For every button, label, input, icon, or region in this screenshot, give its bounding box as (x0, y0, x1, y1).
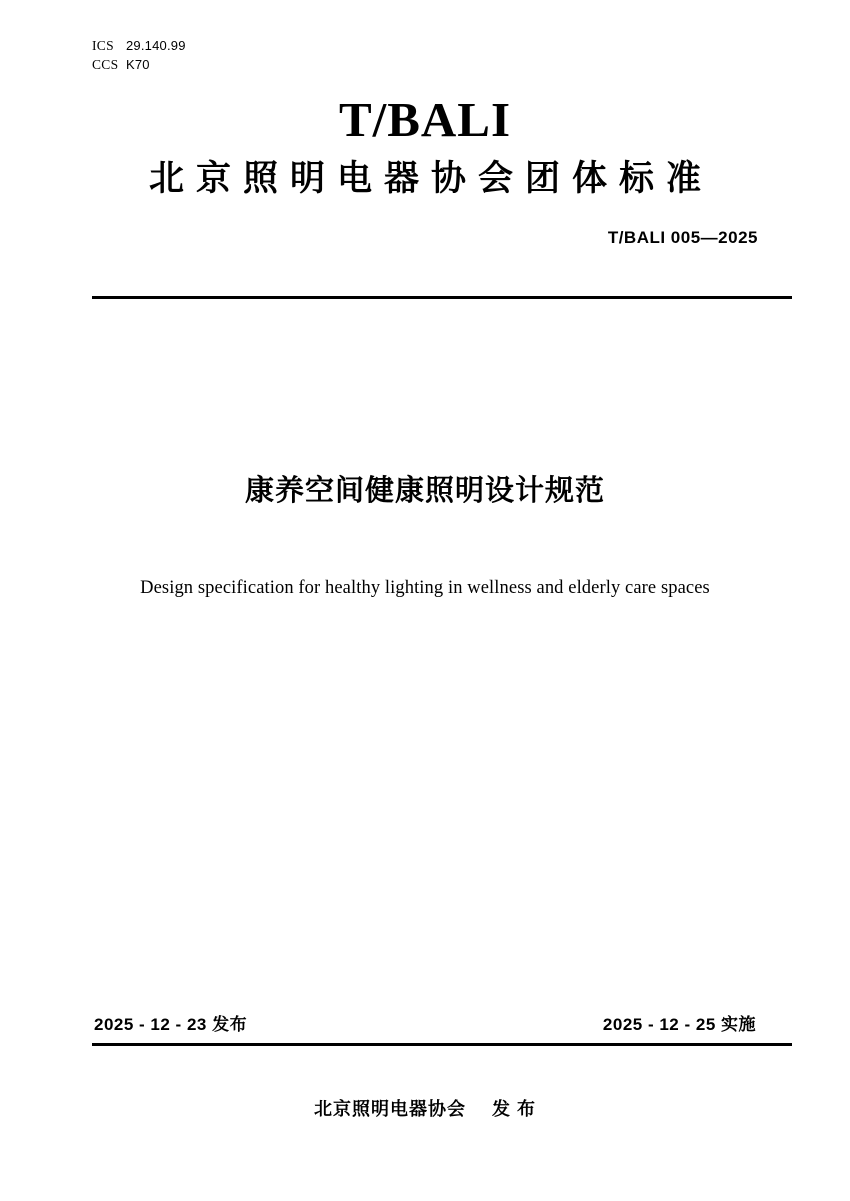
document-title-chinese: 康养空间健康照明设计规范 (244, 475, 605, 507)
ics-code-row (92, 36, 186, 55)
ccs-code-row (92, 55, 186, 74)
classification-codes (92, 36, 186, 74)
document-title-english: Design specification for healthy lighting in wellness and elderly care spaces (140, 578, 710, 598)
footer-divider (92, 1043, 792, 1046)
ics-label: ICS (92, 38, 114, 53)
publisher-name: 北京照明电器协会 (313, 1099, 466, 1119)
effective-date: 2025 - 12 - 25 实施 (602, 1015, 756, 1034)
ccs-value: K70 (126, 57, 150, 72)
brand-chinese-name: 北京照明电器协会团体标准 (148, 159, 713, 198)
brand-latin-name: T/BALI (338, 92, 512, 147)
brand-block (0, 92, 850, 202)
standard-number: T/BALI 005—2025 (607, 228, 758, 247)
publisher-action: 发 布 (491, 1099, 536, 1119)
header-divider (92, 296, 792, 299)
issue-date: 2025 - 12 - 23 发布 (94, 1015, 248, 1034)
publisher-line (0, 1095, 850, 1121)
ics-value: 29.140.99 (126, 38, 186, 53)
ccs-label: CCS (92, 57, 119, 72)
